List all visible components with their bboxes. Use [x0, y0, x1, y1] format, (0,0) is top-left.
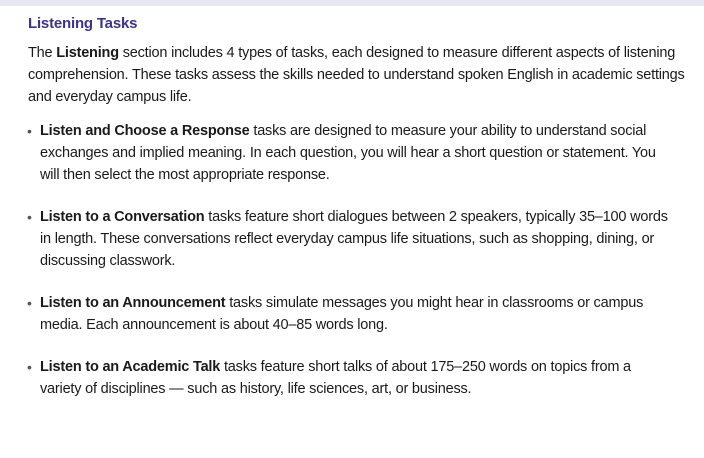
task-item	[27, 206, 676, 272]
bullet-icon: •	[27, 359, 32, 375]
task-name: Listen and Choose a Response	[40, 123, 250, 139]
bullet-icon: •	[27, 209, 32, 225]
listening-tasks-section	[28, 14, 688, 108]
task-name: Listen to a Conversation	[40, 209, 205, 225]
task-description: tasks are designed to measure your ability to understand social exchanges and implied meaning. In each question, you will hear a short question or statement. You will then select the most appropriate response.	[40, 123, 656, 183]
intro-text-after: section includes 4 types of tasks, each designed to measure different aspects of listening comprehension. These tasks assess the skills needed to understand spoken English in academic settings and everyday campus life.	[28, 45, 685, 105]
task-description: tasks simulate messages you might hear in classrooms or campus media. Each announcement is about 40–85 words long.	[40, 295, 644, 333]
bullet-icon: •	[27, 123, 32, 139]
task-name: Listen to an Academic Talk	[40, 359, 221, 375]
intro-text-before: The	[28, 45, 57, 61]
task-list	[27, 120, 676, 420]
bullet-icon: •	[27, 295, 32, 311]
task-description: tasks feature short talks of about 175–250 words on topics from a variety of disciplines — such as history, life sciences, art, or business.	[40, 359, 631, 397]
task-item	[27, 120, 676, 186]
task-description: tasks feature short dialogues between 2 speakers, typically 35–100 words in length. These conversations reflect everyday campus life situations, such as shopping, dining, or discussing classwork.	[40, 209, 668, 269]
top-band	[0, 0, 704, 6]
intro-paragraph	[28, 42, 688, 108]
task-name: Listen to an Announcement	[40, 295, 226, 311]
task-item	[27, 292, 676, 336]
intro-emphasis: Listening	[56, 45, 119, 61]
task-item	[27, 356, 676, 400]
section-heading: Listening Tasks	[28, 15, 138, 32]
